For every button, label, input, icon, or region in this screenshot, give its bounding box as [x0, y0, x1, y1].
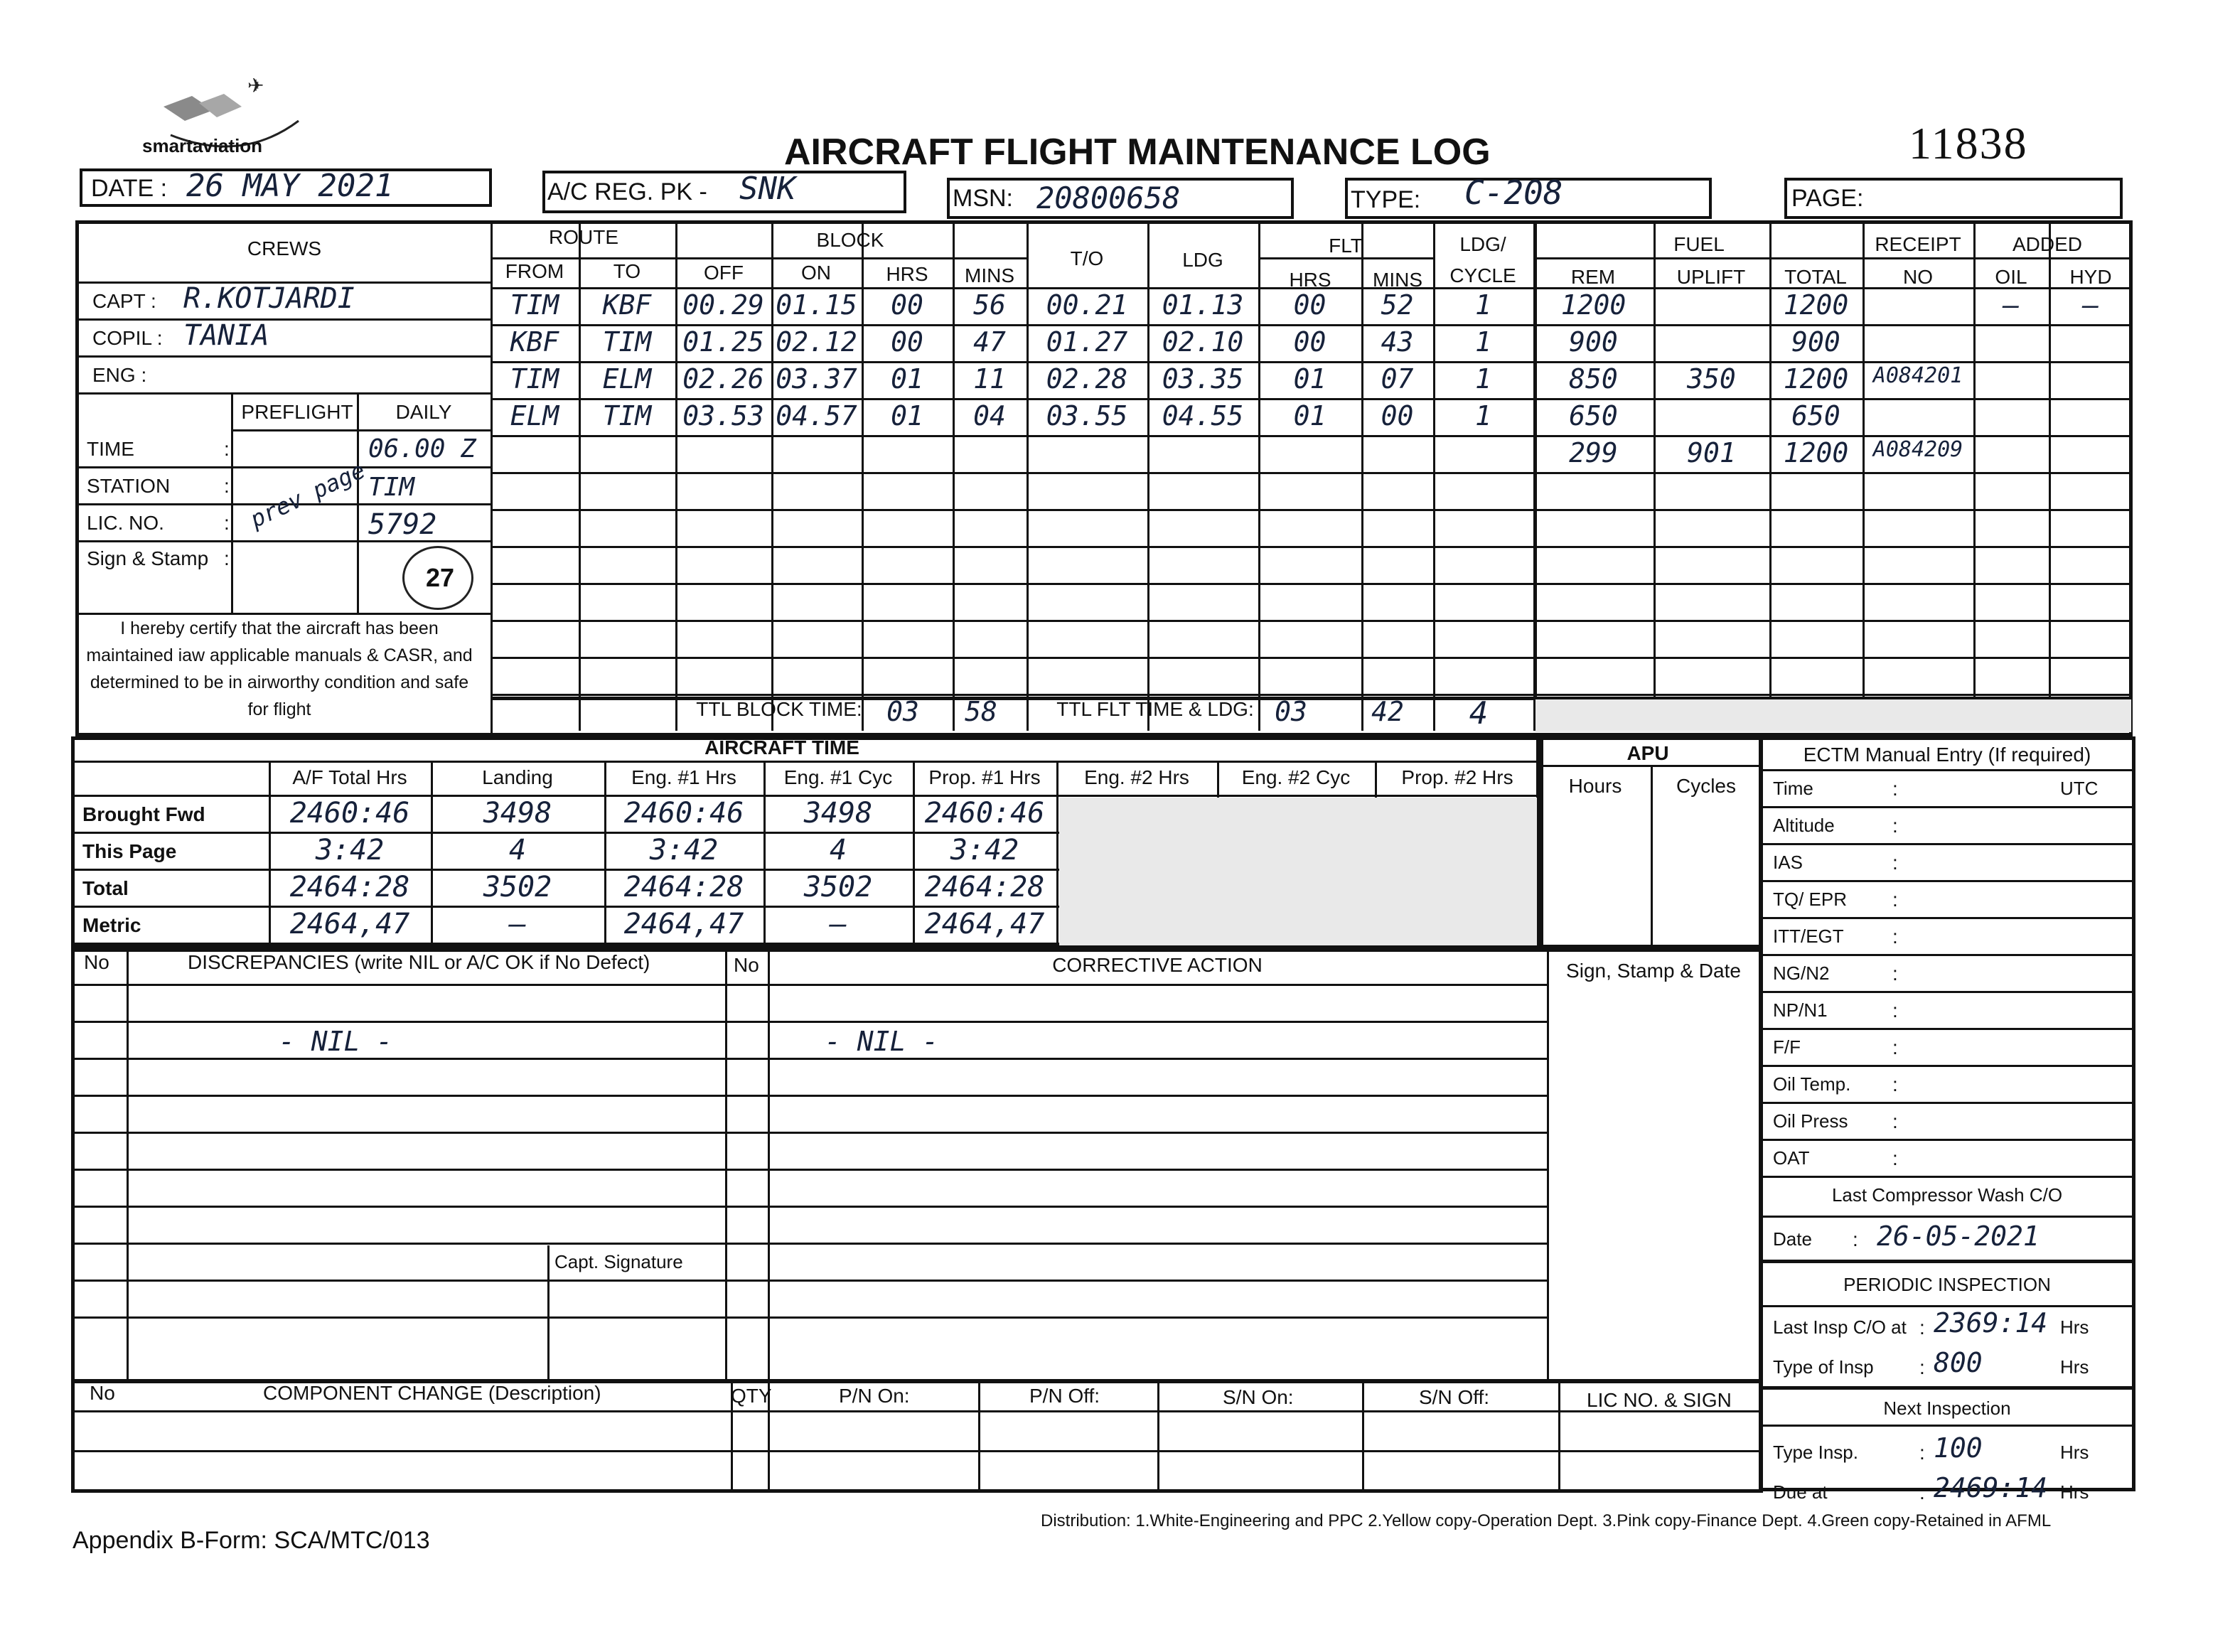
msn-label: MSN:	[953, 185, 1013, 212]
off-header: OFF	[704, 262, 744, 284]
reg-label: A/C REG. PK -	[547, 178, 707, 205]
type-label: TYPE:	[1351, 186, 1421, 213]
discrepancies-title: DISCREPANCIES (write NIL or A/C OK if No Defect)	[188, 951, 650, 973]
flight-cell-flt-hrs: 00	[1293, 326, 1326, 358]
flight-cell-from: TIM	[510, 289, 559, 321]
flight-cell-to: TIM	[602, 326, 652, 358]
ectm-field-label: Time	[1773, 778, 1813, 799]
flight-cell-flt-hrs: 01	[1293, 363, 1326, 395]
at-cell-eng1-hrs: 2460:46	[623, 797, 744, 830]
at-cell-af: 2464,47	[289, 908, 410, 940]
ectm-field-label: F/F	[1773, 1036, 1801, 1058]
compressor-date-label: Date	[1773, 1228, 1812, 1250]
at-cell-prop1: 2464,47	[924, 908, 1045, 940]
fuel-header: FUEL	[1673, 233, 1725, 255]
flight-cell-oil: –	[2003, 289, 2020, 321]
at-col-eng-2-hrs: Eng. #2 Hrs	[1084, 766, 1189, 788]
periodic-inspection-title: PERIODIC INSPECTION	[1843, 1274, 2051, 1295]
ectm-field-label: OAT	[1773, 1147, 1810, 1169]
capt-label: CAPT :	[92, 290, 156, 312]
flight-cell-off: 02.26	[682, 363, 764, 395]
stamp-number: 27	[425, 563, 455, 592]
apu-cycles-label: Cycles	[1676, 775, 1737, 797]
at-col-a-f-total-hrs: A/F Total Hrs	[292, 766, 407, 788]
flight-cell-to: KBF	[602, 289, 652, 321]
flight-cell-hrs: 01	[891, 400, 923, 431]
flight-cell-flt-hrs: 00	[1293, 289, 1326, 321]
qty-label: QTY	[731, 1385, 772, 1407]
flight-cell-mins: 47	[973, 326, 1006, 358]
aircraft-time-title: AIRCRAFT TIME	[704, 736, 859, 758]
appendix-label: Appendix B-Form: SCA/MTC/013	[73, 1527, 430, 1554]
ttl-block-mins: 58	[965, 696, 997, 727]
at-row-label: Brought Fwd	[82, 803, 205, 825]
at-cell-eng1-cyc: 3502	[803, 871, 873, 903]
flight-cell-total: 1200	[1783, 437, 1849, 468]
ectm-field-label: Oil Press	[1773, 1110, 1848, 1132]
flight-cell-rem: 299	[1569, 437, 1618, 468]
flight-cell-cycle: 1	[1475, 363, 1491, 395]
block-header: BLOCK	[816, 229, 884, 251]
ectm-field-label: Oil Temp.	[1773, 1073, 1851, 1095]
flight-cell-on: 01.15	[776, 289, 857, 321]
at-cell-af: 2464:28	[289, 871, 410, 903]
at-row-label: Metric	[82, 914, 141, 936]
comp-no-label: No	[90, 1382, 115, 1404]
capt-value: R.KOTJARDI	[183, 282, 355, 315]
inspection-type-label: Type of Insp	[1773, 1356, 1874, 1378]
at-col-eng-1-cyc: Eng. #1 Cyc	[783, 766, 893, 788]
flight-cell-mins: 11	[973, 363, 1006, 395]
sign-stamp-label: Sign & Stamp	[87, 547, 209, 569]
flight-cell-from: KBF	[510, 326, 559, 358]
ttl-flt-mins: 42	[1371, 696, 1404, 727]
flight-cell-off: 01.25	[682, 326, 764, 358]
last-inspection-unit: Hrs	[2060, 1316, 2089, 1338]
distribution-note: Distribution: 1.White-Engineering and PPC 2.Yellow copy-Operation Dept. 3.Pink copy-Finance Dept. 4.Green copy-Retained in AFML	[1041, 1511, 2052, 1530]
crews-label: CREWS	[247, 237, 322, 259]
eng-label: ENG :	[92, 364, 147, 386]
at-cell-af: 2460:46	[289, 797, 410, 830]
at-cell-landing: –	[508, 908, 527, 940]
at-cell-af: 3:42	[315, 834, 385, 867]
flight-cell-flt-mins: 43	[1381, 326, 1414, 358]
block-hrs-header: HRS	[886, 263, 928, 285]
pn-on-label: P/N On:	[839, 1385, 910, 1407]
corrective-entry: - NIL -	[825, 1026, 939, 1057]
ttl-block-hrs: 03	[886, 696, 919, 727]
station-label: STATION	[87, 475, 171, 497]
at-row-label: Total	[82, 877, 129, 899]
daily-lic: 5792	[368, 508, 437, 541]
on-header: ON	[801, 262, 831, 284]
date-value: 26 MAY 2021	[186, 168, 394, 204]
type-value: C-208	[1464, 173, 1563, 212]
time-label: TIME	[87, 438, 134, 460]
next-inspection-type-unit: Hrs	[2060, 1442, 2089, 1463]
flight-cell-from: TIM	[510, 363, 559, 395]
last-inspection-value: 2369:14	[1934, 1307, 2048, 1339]
at-cell-prop1: 3:42	[950, 834, 1019, 867]
copil-label: COPIL :	[92, 327, 163, 349]
flight-cell-uplift: 350	[1687, 363, 1736, 395]
discrepancy-entry: - NIL -	[279, 1026, 393, 1057]
flight-cell-total: 1200	[1783, 289, 1849, 321]
svg-text:✈: ✈	[247, 78, 264, 97]
page-title: AIRCRAFT FLIGHT MAINTENANCE LOG	[784, 132, 1491, 173]
flight-cell-ldg: 02.10	[1162, 326, 1244, 358]
flight-cell-hrs: 00	[891, 326, 923, 358]
flight-cell-takeoff: 00.21	[1046, 289, 1128, 321]
ldg-cycle-header-1: LDG/	[1459, 233, 1506, 255]
serial-number: 11838	[1909, 118, 2028, 168]
block-mins-header: MINS	[965, 264, 1014, 286]
daily-time: 06.00 Z	[368, 434, 476, 463]
ttl-block-label: TTL BLOCK TIME:	[696, 698, 862, 720]
flight-cell-flt-mins: 00	[1381, 400, 1414, 431]
last-inspection-label: Last Insp C/O at	[1773, 1316, 1907, 1338]
flight-cell-takeoff: 03.55	[1046, 400, 1128, 431]
capt-signature-label: Capt. Signature	[554, 1251, 683, 1272]
flight-cell-flt-mins: 07	[1381, 363, 1414, 395]
flight-cell-from: ELM	[510, 400, 559, 431]
flight-cell-ldg: 01.13	[1162, 289, 1244, 321]
at-col-prop-2-hrs: Prop. #2 Hrs	[1401, 766, 1513, 788]
flight-cell-cycle: 1	[1475, 400, 1491, 431]
flight-cell-receipt: A084209	[1872, 437, 1963, 462]
flight-cell-flt-mins: 52	[1381, 289, 1414, 321]
flight-cell-hyd: –	[2082, 289, 2099, 321]
ttl-flt-hrs: 03	[1275, 696, 1307, 727]
at-col-landing: Landing	[482, 766, 553, 788]
flt-hrs-header: HRS	[1289, 269, 1331, 291]
next-inspection-title: Next Inspection	[1883, 1398, 2011, 1419]
compressor-date-value: 26-05-2021	[1877, 1221, 2040, 1252]
landing-header: LDG	[1182, 249, 1223, 271]
to-header: TO	[613, 260, 641, 282]
at-cell-eng1-hrs: 2464:28	[623, 871, 744, 903]
flight-cell-total: 650	[1791, 400, 1840, 431]
inspector-stamp	[402, 546, 473, 610]
apu-hours-label: Hours	[1568, 775, 1622, 797]
at-cell-eng1-cyc: –	[829, 908, 847, 940]
ldg-cycle-header-2: CYCLE	[1449, 264, 1516, 286]
ectm-title: ECTM Manual Entry (If required)	[1803, 744, 2091, 766]
lic-label: LIC. NO.	[87, 512, 164, 534]
next-inspection-due-label: Due at	[1773, 1481, 1828, 1503]
flight-cell-flt-hrs: 01	[1293, 400, 1326, 431]
ectm-field-suffix: UTC	[2060, 778, 2099, 799]
msn-value: 20800658	[1036, 181, 1181, 215]
flight-cell-total: 900	[1791, 326, 1840, 358]
at-cell-landing: 3502	[483, 871, 552, 903]
flight-cell-rem: 650	[1569, 400, 1618, 431]
at-col-eng-2-cyc: Eng. #2 Cyc	[1241, 766, 1351, 788]
oil-header: OIL	[1995, 266, 2027, 288]
ectm-field-label: IAS	[1773, 852, 1803, 873]
ectm-field-label: ITT/EGT	[1773, 926, 1844, 947]
daily-station: TIM	[368, 473, 415, 502]
fuel-total-header: TOTAL	[1784, 266, 1847, 288]
pn-off-label: P/N Off:	[1029, 1385, 1100, 1407]
comp-desc-label: COMPONENT CHANGE (Description)	[263, 1382, 601, 1404]
lic-sign-label: LIC NO. & SIGN	[1587, 1389, 1732, 1411]
flight-cell-cycle: 1	[1475, 326, 1491, 358]
flight-cell-rem: 1200	[1560, 289, 1626, 321]
ttl-ldg: 4	[1469, 695, 1489, 731]
added-header: ADDED	[2012, 233, 2083, 255]
flight-cell-uplift: 901	[1687, 437, 1736, 468]
preflight-label: PREFLIGHT	[241, 401, 353, 423]
inspection-type-value: 800	[1934, 1347, 1983, 1378]
sign-stamp-date-label: Sign, Stamp & Date	[1566, 960, 1741, 982]
compressor-wash-title: Last Compressor Wash C/O	[1831, 1184, 2063, 1206]
at-cell-eng1-hrs: 2464,47	[623, 908, 744, 940]
flight-cell-off: 03.53	[682, 400, 764, 431]
flight-cell-takeoff: 02.28	[1046, 363, 1128, 395]
flight-cell-cycle: 1	[1475, 289, 1491, 321]
sn-off-label: S/N Off:	[1419, 1386, 1490, 1408]
flight-cell-ldg: 04.55	[1162, 400, 1244, 431]
corrective-title: CORRECTIVE ACTION	[1052, 954, 1263, 976]
flight-cell-rem: 900	[1569, 326, 1618, 358]
from-header: FROM	[505, 260, 564, 282]
flight-cell-to: TIM	[602, 400, 652, 431]
flight-cell-mins: 56	[973, 289, 1006, 321]
flight-cell-off: 00.29	[682, 289, 764, 321]
rem-header: REM	[1570, 266, 1616, 288]
ectm-field-label: TQ/ EPR	[1773, 889, 1848, 910]
flight-cell-rem: 850	[1569, 363, 1618, 395]
page-label: PAGE:	[1791, 185, 1864, 212]
ectm-field-label: Altitude	[1773, 815, 1835, 836]
next-inspection-type-value: 100	[1934, 1432, 1983, 1464]
at-col-eng-1-hrs: Eng. #1 Hrs	[631, 766, 736, 788]
next-inspection-due-unit: Hrs	[2060, 1481, 2089, 1503]
takeoff-header: T/O	[1070, 247, 1104, 269]
hyd-header: HYD	[2069, 266, 2112, 288]
ectm-field-label: NP/N1	[1773, 999, 1828, 1021]
ectm-field-label: NG/N2	[1773, 962, 1830, 984]
at-cell-prop1: 2460:46	[924, 797, 1045, 830]
flight-cell-on: 03.37	[776, 363, 857, 395]
daily-label: DAILY	[395, 401, 452, 423]
at-cell-eng1-hrs: 3:42	[649, 834, 719, 867]
flt-mins-header: MINS	[1373, 269, 1422, 291]
at-cell-eng1-cyc: 3498	[803, 797, 873, 830]
receipt-header-2: NO	[1903, 266, 1933, 288]
next-inspection-type-label: Type Insp.	[1773, 1442, 1858, 1463]
flight-cell-hrs: 00	[891, 289, 923, 321]
reg-value: SNK	[739, 171, 796, 207]
flight-cell-ldg: 03.35	[1162, 363, 1244, 395]
corr-no-label: No	[734, 954, 759, 976]
ttl-flt-label: TTL FLT TIME & LDG:	[1056, 698, 1254, 720]
flt-header: FLT	[1329, 235, 1363, 257]
route-header: ROUTE	[549, 226, 618, 248]
uplift-header: UPLIFT	[1676, 266, 1746, 288]
inspection-type-unit: Hrs	[2060, 1356, 2089, 1378]
apu-title: APU	[1626, 742, 1669, 764]
copil-value: TANIA	[183, 319, 269, 352]
sn-on-label: S/N On:	[1223, 1386, 1294, 1408]
flight-cell-receipt: A084201	[1872, 363, 1963, 388]
flight-cell-mins: 04	[973, 400, 1006, 431]
preflight-note: prev page	[246, 456, 370, 533]
at-cell-eng1-cyc: 4	[829, 834, 847, 867]
flight-cell-total: 1200	[1783, 363, 1849, 395]
brand-name: smartaviation	[142, 135, 263, 156]
receipt-header-1: RECEIPT	[1875, 233, 1961, 255]
disc-no-label: No	[84, 951, 109, 973]
at-row-label: This Page	[82, 840, 177, 862]
flight-cell-takeoff: 01.27	[1046, 326, 1128, 358]
date-label: DATE :	[91, 175, 168, 202]
next-inspection-due-value: 2469:14	[1934, 1472, 2048, 1503]
at-col-prop-1-hrs: Prop. #1 Hrs	[928, 766, 1041, 788]
flight-cell-hrs: 01	[891, 363, 923, 395]
flight-cell-on: 02.12	[776, 326, 857, 358]
at-cell-landing: 4	[508, 834, 527, 867]
flight-cell-to: ELM	[602, 363, 652, 395]
at-cell-landing: 3498	[483, 797, 552, 830]
flight-cell-on: 04.57	[776, 400, 857, 431]
at-cell-prop1: 2464:28	[924, 871, 1045, 903]
